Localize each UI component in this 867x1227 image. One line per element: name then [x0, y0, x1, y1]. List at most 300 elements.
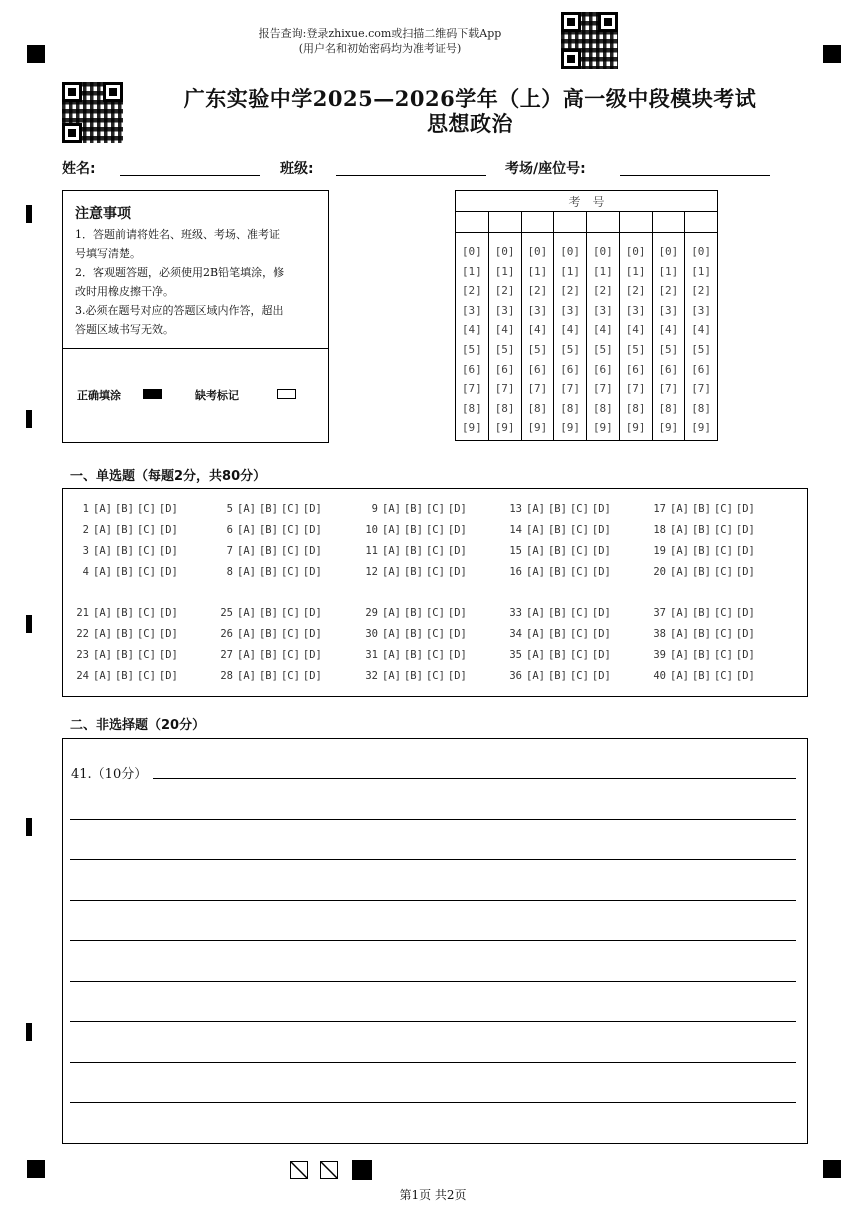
- exam-number-bubble[interactable]: [1]: [494, 264, 515, 278]
- option-bubble[interactable]: [D]: [158, 628, 178, 640]
- option-bubble[interactable]: [A]: [237, 670, 256, 682]
- exam-number-column: [587, 233, 620, 441]
- option-bubble[interactable]: [A]: [526, 670, 545, 682]
- mcq-question: [648, 670, 758, 682]
- question-number: 3: [82, 545, 89, 557]
- option-bubble[interactable]: [A]: [93, 545, 112, 557]
- option-bubble[interactable]: [D]: [302, 607, 322, 619]
- option-bubble[interactable]: [D]: [302, 545, 322, 557]
- option-bubble[interactable]: [C]: [136, 503, 156, 515]
- option-bubble[interactable]: [A]: [237, 524, 256, 536]
- q41-label: 41.（10分）: [71, 767, 148, 782]
- option-bubble[interactable]: [B]: [403, 607, 423, 619]
- option-bubble[interactable]: [C]: [136, 566, 156, 578]
- exam-number-bubble[interactable]: [1]: [560, 264, 581, 278]
- option-bubble[interactable]: [C]: [425, 524, 445, 536]
- option-bubble[interactable]: [A]: [237, 545, 256, 557]
- question-number: 13: [509, 503, 522, 515]
- correct-fill-sample: [143, 389, 162, 399]
- exam-number-bubble[interactable]: [2]: [494, 284, 515, 298]
- exam-number-bubble[interactable]: [7]: [461, 382, 482, 396]
- option-bubble[interactable]: [B]: [258, 524, 278, 536]
- exam-number-bubble[interactable]: [4]: [461, 323, 482, 337]
- option-bubble[interactable]: [B]: [403, 524, 423, 536]
- section2-title: 二、非选择题（20分）: [70, 718, 206, 733]
- option-bubble[interactable]: [A]: [382, 649, 401, 661]
- exam-number-bubble[interactable]: [9]: [494, 421, 515, 435]
- option-bubble[interactable]: [C]: [425, 628, 445, 640]
- exam-number-write-cell[interactable]: [652, 212, 685, 233]
- option-bubble[interactable]: [C]: [569, 670, 589, 682]
- exam-number-bubble[interactable]: [7]: [658, 382, 679, 396]
- exam-number-bubble[interactable]: [5]: [691, 342, 712, 356]
- absent-mark-box[interactable]: [277, 389, 296, 399]
- option-bubble[interactable]: [B]: [114, 670, 134, 682]
- option-bubble[interactable]: [A]: [526, 649, 545, 661]
- exam-number-bubble[interactable]: [8]: [592, 401, 613, 415]
- exam-number-bubble[interactable]: [6]: [461, 362, 482, 376]
- option-bubble[interactable]: [D]: [158, 545, 178, 557]
- option-bubble[interactable]: [C]: [569, 545, 589, 557]
- option-bubble[interactable]: [D]: [447, 545, 467, 557]
- option-bubble[interactable]: [B]: [114, 524, 134, 536]
- exam-number-bubble[interactable]: [6]: [527, 362, 548, 376]
- qr-code-icon: [62, 82, 123, 143]
- mcq-question: [215, 566, 325, 578]
- exam-number-bubble[interactable]: [6]: [625, 362, 646, 376]
- option-bubble[interactable]: [B]: [691, 649, 711, 661]
- question-number: 23: [76, 649, 89, 661]
- option-bubble[interactable]: [B]: [114, 628, 134, 640]
- option-bubble[interactable]: [D]: [591, 670, 611, 682]
- option-bubble[interactable]: [D]: [735, 545, 755, 557]
- option-bubble[interactable]: [B]: [547, 524, 567, 536]
- option-bubble[interactable]: [D]: [735, 566, 755, 578]
- registration-mark-bottom-left: [27, 1160, 45, 1178]
- answer-line[interactable]: [70, 859, 796, 860]
- answer-line[interactable]: [70, 1021, 796, 1022]
- exam-number-bubble[interactable]: [4]: [691, 323, 712, 337]
- option-bubble[interactable]: [B]: [547, 628, 567, 640]
- mcq-question: [215, 628, 325, 640]
- exam-number-bubble[interactable]: [9]: [625, 421, 646, 435]
- option-bubble[interactable]: [C]: [280, 545, 300, 557]
- option-bubble[interactable]: [B]: [547, 503, 567, 515]
- option-bubble[interactable]: [A]: [382, 524, 401, 536]
- page-number: 第1页 共2页: [399, 1188, 467, 1202]
- exam-number-bubble[interactable]: [4]: [658, 323, 679, 337]
- option-bubble[interactable]: [B]: [114, 566, 134, 578]
- exam-number-bubble[interactable]: [5]: [527, 342, 548, 356]
- exam-number-bubble[interactable]: [0]: [494, 245, 515, 258]
- registration-mark-bottom-right: [823, 1160, 841, 1178]
- option-bubble[interactable]: [A]: [382, 545, 401, 557]
- exam-number-bubble[interactable]: [1]: [691, 264, 712, 278]
- option-bubble[interactable]: [C]: [713, 524, 733, 536]
- option-bubble[interactable]: [D]: [302, 628, 322, 640]
- exam-number-bubble[interactable]: [7]: [527, 382, 548, 396]
- option-bubble[interactable]: [A]: [382, 503, 401, 515]
- option-bubble[interactable]: [D]: [302, 503, 322, 515]
- option-bubble[interactable]: [C]: [713, 545, 733, 557]
- option-bubble[interactable]: [B]: [258, 649, 278, 661]
- option-bubble[interactable]: [D]: [591, 503, 611, 515]
- exam-number-bubble[interactable]: [7]: [691, 382, 712, 396]
- option-bubble[interactable]: [B]: [258, 607, 278, 619]
- option-bubble[interactable]: [A]: [93, 670, 112, 682]
- option-bubble[interactable]: [D]: [447, 607, 467, 619]
- option-bubble[interactable]: [A]: [237, 607, 256, 619]
- option-bubble[interactable]: [D]: [591, 545, 611, 557]
- exam-number-bubble[interactable]: [4]: [560, 323, 581, 337]
- exam-number-bubble[interactable]: [2]: [625, 284, 646, 298]
- exam-number-bubble[interactable]: [3]: [592, 303, 613, 317]
- exam-number-bubble[interactable]: [6]: [560, 362, 581, 376]
- question-number: 22: [76, 628, 89, 640]
- class-field[interactable]: [336, 175, 486, 176]
- mcq-question: [360, 670, 470, 682]
- exam-number-bubble[interactable]: [2]: [560, 284, 581, 298]
- option-bubble[interactable]: [B]: [114, 545, 134, 557]
- option-bubble[interactable]: [C]: [136, 628, 156, 640]
- exam-number-bubble[interactable]: [4]: [592, 323, 613, 337]
- exam-number-write-cell[interactable]: [488, 212, 521, 233]
- exam-number-write-cell[interactable]: [456, 212, 489, 233]
- option-bubble[interactable]: [B]: [691, 545, 711, 557]
- exam-number-bubble[interactable]: [0]: [560, 245, 581, 258]
- option-bubble[interactable]: [C]: [569, 503, 589, 515]
- exam-number-bubble[interactable]: [4]: [527, 323, 548, 337]
- exam-number-write-cell[interactable]: [587, 212, 620, 233]
- option-bubble[interactable]: [A]: [670, 649, 689, 661]
- option-bubble[interactable]: [C]: [136, 524, 156, 536]
- option-bubble[interactable]: [B]: [258, 566, 278, 578]
- option-bubble[interactable]: [D]: [735, 607, 755, 619]
- option-bubble[interactable]: [D]: [735, 670, 755, 682]
- exam-number-bubble[interactable]: [0]: [658, 245, 679, 258]
- exam-number-bubble[interactable]: [2]: [691, 284, 712, 298]
- exam-number-bubble[interactable]: [1]: [461, 264, 482, 278]
- exam-number-write-cell[interactable]: [685, 212, 718, 233]
- exam-number-write-cell[interactable]: [521, 212, 554, 233]
- exam-number-bubble[interactable]: [3]: [461, 303, 482, 317]
- exam-number-bubble[interactable]: [7]: [592, 382, 613, 396]
- exam-number-bubble[interactable]: [3]: [658, 303, 679, 317]
- option-bubble[interactable]: [C]: [425, 649, 445, 661]
- report-query-line1: 报告查询:登录zhixue.com或扫描二维码下载App: [258, 27, 502, 40]
- option-bubble[interactable]: [C]: [425, 670, 445, 682]
- option-bubble[interactable]: [B]: [403, 503, 423, 515]
- option-bubble[interactable]: [C]: [425, 545, 445, 557]
- exam-number-bubble[interactable]: [1]: [625, 264, 646, 278]
- exam-number-bubble[interactable]: [0]: [625, 245, 646, 258]
- option-bubble[interactable]: [D]: [591, 566, 611, 578]
- option-bubble[interactable]: [C]: [569, 566, 589, 578]
- option-bubble[interactable]: [D]: [591, 524, 611, 536]
- exam-number-bubble[interactable]: [0]: [527, 245, 548, 258]
- option-bubble[interactable]: [A]: [93, 566, 112, 578]
- exam-number-bubble[interactable]: [4]: [494, 323, 515, 337]
- answer-line[interactable]: [153, 778, 796, 779]
- mcq-question: [71, 649, 181, 661]
- option-bubble[interactable]: [B]: [547, 649, 567, 661]
- exam-number-bubble[interactable]: [5]: [461, 342, 482, 356]
- exam-number-bubble[interactable]: [4]: [625, 323, 646, 337]
- option-bubble[interactable]: [C]: [280, 670, 300, 682]
- option-bubble[interactable]: [A]: [670, 503, 689, 515]
- option-bubble[interactable]: [B]: [547, 566, 567, 578]
- mcq-question: [648, 649, 758, 661]
- exam-number-bubble[interactable]: [9]: [461, 421, 482, 435]
- exam-number-bubble[interactable]: [7]: [560, 382, 581, 396]
- option-bubble[interactable]: [C]: [136, 649, 156, 661]
- option-bubble[interactable]: [C]: [713, 628, 733, 640]
- option-bubble[interactable]: [C]: [136, 607, 156, 619]
- option-bubble[interactable]: [A]: [237, 628, 256, 640]
- option-bubble[interactable]: [B]: [403, 545, 423, 557]
- option-bubble[interactable]: [D]: [302, 670, 322, 682]
- exam-number-write-cell[interactable]: [619, 212, 652, 233]
- option-bubble[interactable]: [A]: [526, 607, 545, 619]
- option-bubble[interactable]: [B]: [403, 649, 423, 661]
- option-bubble[interactable]: [B]: [403, 670, 423, 682]
- option-bubble[interactable]: [D]: [591, 628, 611, 640]
- exam-number-bubble[interactable]: [3]: [494, 303, 515, 317]
- option-bubble[interactable]: [C]: [136, 670, 156, 682]
- exam-number-bubble[interactable]: [7]: [494, 382, 515, 396]
- option-bubble[interactable]: [D]: [158, 503, 178, 515]
- option-bubble[interactable]: [D]: [447, 649, 467, 661]
- option-bubble[interactable]: [C]: [280, 607, 300, 619]
- option-bubble[interactable]: [B]: [691, 566, 711, 578]
- option-bubble[interactable]: [A]: [670, 607, 689, 619]
- question-number: 35: [509, 649, 522, 661]
- option-bubble[interactable]: [A]: [237, 649, 256, 661]
- mcq-question: [71, 670, 181, 682]
- answer-line[interactable]: [70, 940, 796, 941]
- option-bubble[interactable]: [B]: [258, 670, 278, 682]
- question-number: 6: [226, 524, 233, 536]
- option-bubble[interactable]: [C]: [569, 628, 589, 640]
- essay-answer-box: [62, 738, 808, 1144]
- option-bubble[interactable]: [D]: [302, 524, 322, 536]
- exam-number-bubble[interactable]: [7]: [625, 382, 646, 396]
- option-bubble[interactable]: [C]: [569, 649, 589, 661]
- exam-number-bubble[interactable]: [3]: [625, 303, 646, 317]
- option-bubble[interactable]: [C]: [569, 524, 589, 536]
- question-number: 38: [653, 628, 666, 640]
- exam-number-bubble[interactable]: [8]: [494, 401, 515, 415]
- answer-line[interactable]: [70, 1102, 796, 1103]
- exam-number-bubble[interactable]: [9]: [592, 421, 613, 435]
- option-bubble[interactable]: [A]: [93, 649, 112, 661]
- option-bubble[interactable]: [A]: [670, 566, 689, 578]
- question-number: 25: [220, 607, 233, 619]
- exam-number-bubble[interactable]: [3]: [691, 303, 712, 317]
- option-bubble[interactable]: [A]: [382, 670, 401, 682]
- exam-number-write-cell[interactable]: [554, 212, 587, 233]
- name-label: 姓名:: [62, 161, 96, 177]
- exam-number-bubble[interactable]: [9]: [560, 421, 581, 435]
- mcq-question: [360, 628, 470, 640]
- exam-number-bubble[interactable]: [8]: [527, 401, 548, 415]
- question-number: 26: [220, 628, 233, 640]
- answer-line[interactable]: [70, 900, 796, 901]
- answer-line[interactable]: [70, 819, 796, 820]
- option-bubble[interactable]: [D]: [735, 649, 755, 661]
- option-bubble[interactable]: [A]: [93, 524, 112, 536]
- option-bubble[interactable]: [B]: [547, 545, 567, 557]
- option-bubble[interactable]: [A]: [526, 628, 545, 640]
- option-bubble[interactable]: [C]: [136, 545, 156, 557]
- option-bubble[interactable]: [A]: [93, 503, 112, 515]
- exam-number-bubble[interactable]: [5]: [625, 342, 646, 356]
- option-bubble[interactable]: [A]: [382, 607, 401, 619]
- option-bubble[interactable]: [A]: [93, 607, 112, 619]
- option-bubble[interactable]: [A]: [670, 628, 689, 640]
- exam-number-bubble[interactable]: [8]: [658, 401, 679, 415]
- exam-number-bubble[interactable]: [5]: [560, 342, 581, 356]
- exam-number-bubble[interactable]: [3]: [560, 303, 581, 317]
- option-bubble[interactable]: [D]: [447, 670, 467, 682]
- option-bubble[interactable]: [B]: [691, 524, 711, 536]
- exam-number-bubble[interactable]: [9]: [691, 421, 712, 435]
- option-bubble[interactable]: [B]: [114, 649, 134, 661]
- exam-number-bubble[interactable]: [0]: [461, 245, 482, 258]
- option-bubble[interactable]: [C]: [280, 649, 300, 661]
- option-bubble[interactable]: [B]: [114, 607, 134, 619]
- exam-number-bubble[interactable]: [5]: [658, 342, 679, 356]
- option-bubble[interactable]: [B]: [691, 628, 711, 640]
- option-bubble[interactable]: [B]: [547, 607, 567, 619]
- option-bubble[interactable]: [B]: [691, 607, 711, 619]
- option-bubble[interactable]: [D]: [158, 670, 178, 682]
- option-bubble[interactable]: [D]: [735, 503, 755, 515]
- exam-number-bubble[interactable]: [6]: [494, 362, 515, 376]
- option-bubble[interactable]: [C]: [280, 628, 300, 640]
- option-bubble[interactable]: [A]: [382, 628, 401, 640]
- option-bubble[interactable]: [D]: [158, 607, 178, 619]
- option-bubble[interactable]: [A]: [670, 524, 689, 536]
- option-bubble[interactable]: [A]: [670, 670, 689, 682]
- mcq-question: [71, 524, 181, 536]
- option-bubble[interactable]: [D]: [447, 628, 467, 640]
- exam-number-bubble[interactable]: [6]: [592, 362, 613, 376]
- exam-number-bubble[interactable]: [8]: [625, 401, 646, 415]
- exam-number-bubble[interactable]: [5]: [494, 342, 515, 356]
- option-bubble[interactable]: [D]: [447, 503, 467, 515]
- exam-number-bubble[interactable]: [8]: [691, 401, 712, 415]
- option-bubble[interactable]: [D]: [158, 566, 178, 578]
- option-bubble[interactable]: [A]: [526, 545, 545, 557]
- mcq-question: [648, 566, 758, 578]
- option-bubble[interactable]: [A]: [526, 566, 545, 578]
- exam-number-bubble[interactable]: [2]: [658, 284, 679, 298]
- exam-number-bubble[interactable]: [5]: [592, 342, 613, 356]
- option-bubble[interactable]: [C]: [713, 649, 733, 661]
- option-bubble[interactable]: [D]: [735, 628, 755, 640]
- mcq-question: [504, 524, 614, 536]
- exam-number-bubble[interactable]: [9]: [658, 421, 679, 435]
- option-bubble[interactable]: [C]: [569, 607, 589, 619]
- option-bubble[interactable]: [B]: [403, 628, 423, 640]
- seat-field[interactable]: [620, 175, 770, 176]
- option-bubble[interactable]: [B]: [403, 566, 423, 578]
- option-bubble[interactable]: [D]: [302, 649, 322, 661]
- option-bubble[interactable]: [A]: [237, 566, 256, 578]
- exam-number-bubble[interactable]: [6]: [691, 362, 712, 376]
- exam-number-bubble[interactable]: [1]: [658, 264, 679, 278]
- option-bubble[interactable]: [A]: [670, 545, 689, 557]
- exam-number-bubble[interactable]: [1]: [527, 264, 548, 278]
- option-bubble[interactable]: [D]: [591, 649, 611, 661]
- option-bubble[interactable]: [C]: [425, 566, 445, 578]
- option-bubble[interactable]: [C]: [713, 607, 733, 619]
- option-bubble[interactable]: [C]: [713, 503, 733, 515]
- exam-number-bubble[interactable]: [6]: [658, 362, 679, 376]
- exam-number-bubble[interactable]: [8]: [461, 401, 482, 415]
- exam-number-bubble[interactable]: [9]: [527, 421, 548, 435]
- option-bubble[interactable]: [A]: [382, 566, 401, 578]
- option-bubble[interactable]: [D]: [302, 566, 322, 578]
- subject-title: 思想政治: [427, 111, 513, 136]
- option-bubble[interactable]: [A]: [237, 503, 256, 515]
- option-bubble[interactable]: [D]: [591, 607, 611, 619]
- exam-number-bubble[interactable]: [0]: [691, 245, 712, 258]
- name-field[interactable]: [120, 175, 260, 176]
- option-bubble[interactable]: [B]: [547, 670, 567, 682]
- option-bubble[interactable]: [B]: [258, 628, 278, 640]
- option-bubble[interactable]: [B]: [691, 670, 711, 682]
- crossed-square-icon: [320, 1161, 338, 1179]
- option-bubble[interactable]: [A]: [526, 524, 545, 536]
- exam-number-bubble[interactable]: [2]: [461, 284, 482, 298]
- mcq-question: [215, 503, 325, 515]
- option-bubble[interactable]: [D]: [158, 649, 178, 661]
- mcq-question: [71, 607, 181, 619]
- exam-number-bubble[interactable]: [0]: [592, 245, 613, 258]
- option-bubble[interactable]: [B]: [258, 545, 278, 557]
- option-bubble[interactable]: [A]: [93, 628, 112, 640]
- exam-number-column: [685, 233, 718, 441]
- option-bubble[interactable]: [D]: [447, 566, 467, 578]
- mcq-question: [360, 545, 470, 557]
- exam-number-bubble[interactable]: [3]: [527, 303, 548, 317]
- option-bubble[interactable]: [B]: [114, 503, 134, 515]
- option-bubble[interactable]: [A]: [526, 503, 545, 515]
- option-bubble[interactable]: [D]: [447, 524, 467, 536]
- option-bubble[interactable]: [C]: [280, 566, 300, 578]
- exam-number-bubble[interactable]: [8]: [560, 401, 581, 415]
- answer-line[interactable]: [70, 981, 796, 982]
- option-bubble[interactable]: [C]: [280, 503, 300, 515]
- section1-title: 一、单选题（每题2分，共80分）: [70, 469, 267, 484]
- option-bubble[interactable]: [C]: [425, 503, 445, 515]
- option-bubble[interactable]: [C]: [425, 607, 445, 619]
- exam-number-bubble[interactable]: [2]: [592, 284, 613, 298]
- answer-line[interactable]: [70, 1062, 796, 1063]
- exam-number-column: [652, 233, 685, 441]
- option-bubble[interactable]: [C]: [280, 524, 300, 536]
- exam-number-bubble[interactable]: [1]: [592, 264, 613, 278]
- option-bubble[interactable]: [C]: [713, 670, 733, 682]
- option-bubble[interactable]: [D]: [735, 524, 755, 536]
- option-bubble[interactable]: [C]: [713, 566, 733, 578]
- exam-number-bubble[interactable]: [2]: [527, 284, 548, 298]
- option-bubble[interactable]: [B]: [258, 503, 278, 515]
- option-bubble[interactable]: [D]: [158, 524, 178, 536]
- option-bubble[interactable]: [B]: [691, 503, 711, 515]
